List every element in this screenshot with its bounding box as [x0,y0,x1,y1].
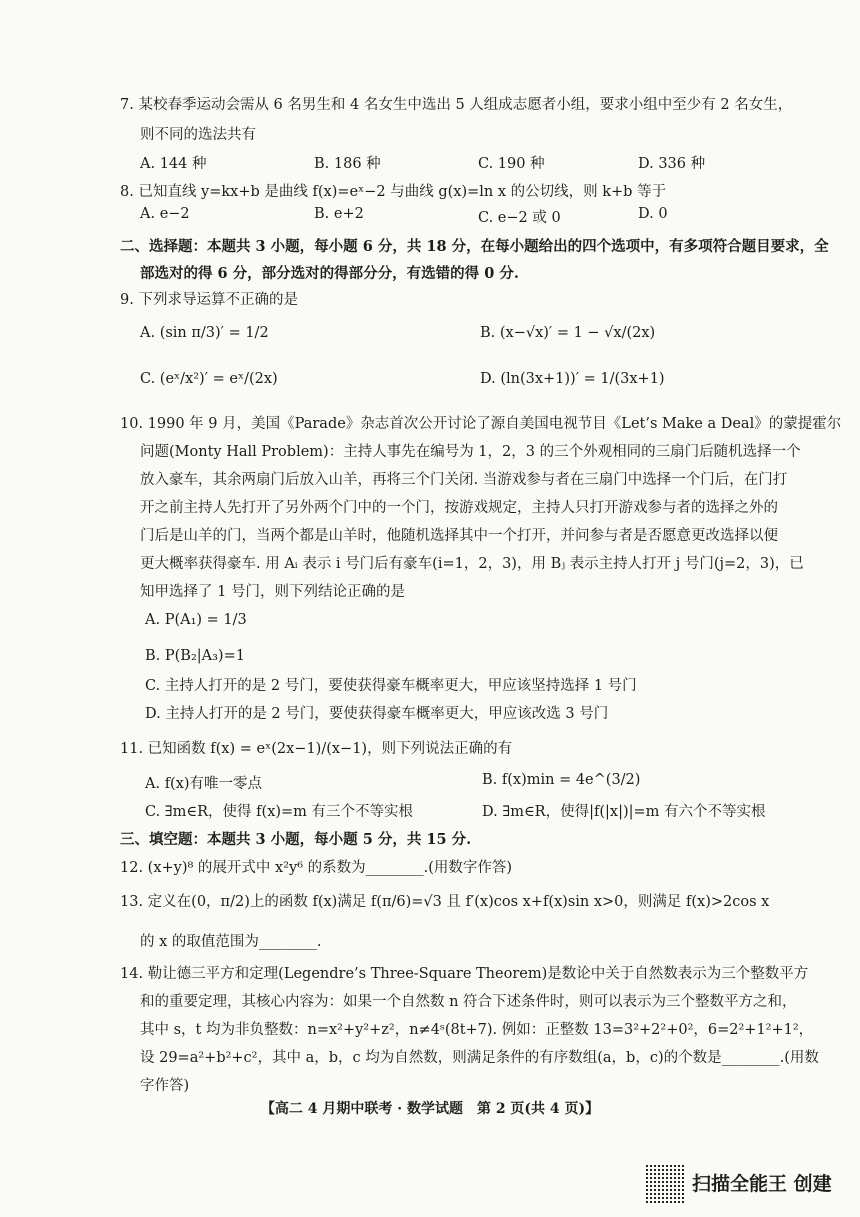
text-line-q9: 9. 下列求导运算不正确的是 [120,292,298,308]
text-line-q7o4: D. 336 种 [638,156,706,172]
text-line-q14c: 其中 s，t 均为非负整数：n=x²+y²+z²，n≠4ˢ(8t+7). 例如：正整数 13=3²+2²+0²，6=2²+1²+1²， [140,1022,814,1038]
scanner-watermark [644,1163,844,1205]
text-line-q9B: B. (x−√x)′ = 1 − √x/(2x) [480,325,656,341]
text-line-q14b: 和的重要定理，其核心内容为：如果一个自然数 n 符合下述条件时，则可以表示为三个整数平方之和， [140,994,797,1010]
text-line-q8o1: A. e−2 [140,206,190,222]
text-line-q7a: 7. 某校春季运动会需从 6 名男生和 4 名女生中选出 5 人组成志愿者小组，要求小组中至少有 2 名女生， [120,97,793,113]
text-line-q10D: D. 主持人打开的是 2 号门，要使获得豪车概率更大，甲应该改选 3 号门 [145,706,609,722]
text-line-q10e: 门后是山羊的门，当两个都是山羊时，他随机选择其中一个打开，并问参与者是否愿意更改选择以便 [140,528,778,544]
text-line-q11C: C. ∃m∈R，使得 f(x)=m 有三个不等实根 [145,804,414,820]
text-line-q10b: 问题(Monty Hall Problem)：主持人事先在编号为 1，2，3 的三个外观相同的三扇门后随机选择一个 [140,444,801,460]
text-line-q13a: 13. 定义在(0，π/2)上的函数 f(x)满足 f(π/6)=√3 且 f′(x)cos x+f(x)sin x>0，则满足 f(x)>2cos x [120,894,770,910]
text-line-q9D: D. (ln(3x+1))′ = 1/(3x+1) [480,371,665,387]
text-line-q14d: 设 29=a²+b²+c²，其中 a，b，c 均为自然数，则满足条件的有序数组(a，b，c)的个数是________.(用数 [140,1050,819,1066]
text-line-q8o3: C. e−2 或 0 [478,210,561,226]
text-line-s2a: 二、选择题：本题共 3 小题，每小题 6 分，共 18 分，在每小题给出的四个选项中，有多项符合题目要求，全 [120,238,829,255]
text-line-q10B: B. P(B₂|A₃)=1 [145,648,245,664]
text-line-q10g: 知甲选择了 1 号门，则下列结论正确的是 [140,584,405,600]
text-line-q9A: A. (sin π/3)′ = 1/2 [140,325,269,341]
text-line-q11A: A. f(x)有唯一零点 [145,776,263,792]
text-line-q10c: 放入豪车，其余两扇门后放入山羊，再将三个门关闭. 当游戏参与者在三扇门中选择一个门后，在门打 [140,472,788,488]
page-footer: 【高二 4 月期中联考 · 数学试题 第 2 页(共 4 页)】 [260,1101,600,1117]
text-line-q8: 8. 已知直线 y=kx+b 是曲线 f(x)=eˣ−2 与曲线 g(x)=ln x 的公切线，则 k+b 等于 [120,184,667,200]
text-line-q7o3: C. 190 种 [478,156,545,172]
text-line-q11: 11. 已知函数 f(x) = eˣ(2x−1)/(x−1)，则下列说法正确的有 [120,741,513,757]
text-line-q13b: 的 x 的取值范围为________. [140,934,322,950]
text-line-q9C: C. (eˣ/x²)′ = eˣ/(2x) [140,371,278,387]
text-line-q10f: 更大概率获得豪车. 用 Aᵢ 表示 i 号门后有豪车(i=1，2，3)，用 Bⱼ 表示主持人打开 j 号门(j=2，3)，已 [140,556,804,572]
text-line-q10d: 开之前主持人先打开了另外两个门中的一个门，按游戏规定，主持人只打开游戏参与者的选择之外的 [140,500,778,516]
text-line-q7b: 则不同的选法共有 [140,127,256,143]
text-line-q11B: B. f(x)min = 4e^(3/2) [482,772,641,788]
text-line-q10a: 10. 1990 年 9 月，美国《Parade》杂志首次公开讨论了源自美国电视节目《Let’s Make a Deal》的蒙提霍尔 [120,416,842,432]
qr-code-icon [644,1163,684,1203]
text-line-q7o1: A. 144 种 [140,156,207,172]
text-line-q8o4: D. 0 [638,206,668,222]
text-line-q14e: 字作答) [140,1078,190,1094]
text-line-q11D: D. ∃m∈R，使得|f(|x|)|=m 有六个不等实根 [482,804,766,820]
text-line-s2b: 部选对的得 6 分，部分选对的得部分分，有选错的得 0 分. [140,265,519,282]
text-line-s3: 三、填空题：本题共 3 小题，每小题 5 分，共 15 分. [120,831,472,848]
text-line-q8o2: B. e+2 [314,206,364,222]
text-line-q10C: C. 主持人打开的是 2 号门，要使获得豪车概率更大，甲应该坚持选择 1 号门 [145,678,637,694]
text-line-q14a: 14. 勒让德三平方和定理(Legendre’s Three-Square Theorem)是数论中关于自然数表示为三个整数平方 [120,966,809,982]
text-line-q7o2: B. 186 种 [314,156,381,172]
text-line-q12: 12. (x+y)⁸ 的展开式中 x²y⁶ 的系数为________.(用数字作答) [120,860,513,876]
watermark-text: 扫描全能王 创建 [692,1173,832,1195]
text-line-q10A: A. P(A₁) = 1/3 [145,612,247,628]
